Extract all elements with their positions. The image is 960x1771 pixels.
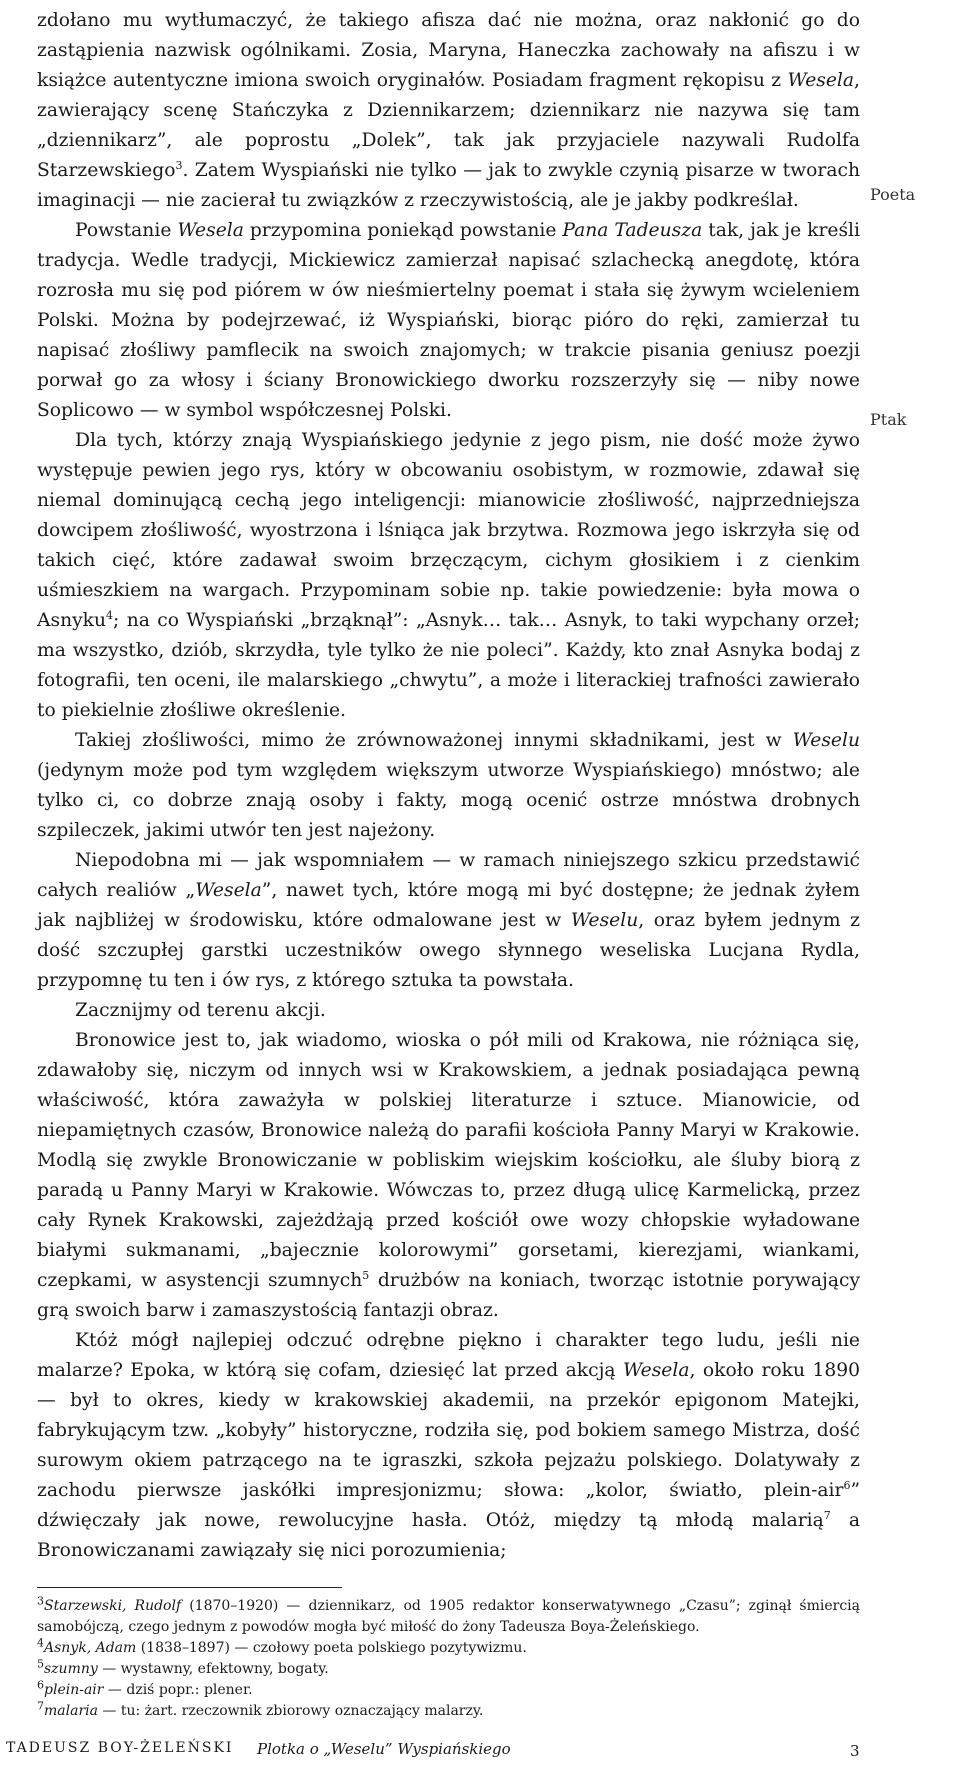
text-run: , oraz byłem jednym z dość szczupłej garstki uczestników owego słynnego weseliska Lucjana Rydla, przypomnę tu ten i ów rys, z którego sztuka ta powstała. — [37, 910, 860, 991]
text-run: (jedynym może pod tym względem większym utworze Wyspiańskiego) mnóstwo; ale tylko ci, co dobrze znają osoby i fakty, mogą ocenić ostrze mnóstwa drobnych szpileczek, jakimi utwór ten jest najeżony. — [37, 760, 860, 841]
footnote-number: 4 — [37, 1636, 44, 1650]
footnote-ref: 3 — [175, 158, 183, 172]
paragraph — [37, 216, 860, 426]
text-run: (1870–1920) — dziennikarz, od 1905 redaktor konserwatywnego „Czasu”; zginął śmiercią samobójczą, czego jednym z powodów mogła być miłość do żony Tadeusza Boya-Żeleńskiego. — [37, 1598, 860, 1635]
page-footer — [0, 1740, 960, 1764]
paragraph — [37, 996, 860, 1026]
text-run: . Zatem Wyspiański nie tylko — jak to zwykle czynią pisarze w tworach imaginacji — nie zacierał tu związków z rzeczywistością, ale je jakby podkreślał. — [37, 160, 860, 211]
text-run: drużbów na koniach, tworząc istotnie porywający grą swoich barw i zamaszystością fantazji obraz. — [37, 1270, 860, 1321]
text-run: — wystawny, efektowny, bogaty. — [97, 1661, 329, 1677]
italic-text: malaria — [44, 1703, 98, 1719]
footnotes — [37, 1596, 860, 1722]
text-run: Niepodobna mi — jak wspomniałem — w ramach niniejszego szkicu przedstawić całych realiów „ — [37, 850, 860, 901]
paragraph — [37, 6, 860, 216]
italic-text: Starzewski, Rudolf — [44, 1598, 182, 1614]
text-run: Zacznijmy od terenu akcji. — [75, 1000, 326, 1021]
text-run: — dziś popr.: plener. — [103, 1682, 253, 1698]
italic-text: Weselu — [570, 910, 639, 931]
text-run: , zawierający scenę Stańczyka z Dziennikarzem; dziennikarz nie nazywa się tam „dziennikarz”, ale poprostu „Dolek”, tak jak przyjaciele nazywali Rudolfa Starzewskiego — [37, 70, 860, 181]
text-run: ”, nawet tych, które mogą mi być dostępne; że jednak żyłem jak najbliżej w środowisku, które odmalowane jest w — [37, 880, 861, 931]
italic-text: Wesela — [787, 70, 855, 91]
text-run: Takiej złośliwości, mimo że zrównoważonej innymi składnikami, jest w — [75, 730, 793, 751]
text-run: , około roku 1890 — był to okres, kiedy w krakowskiej akademii, na przekór epigonom Matejki, fabrykującym tzw. „kobyły” historyczne, rodziła się, pod bokiem samego Mistrza, dość surowym okiem patrzącego na te igraszki, szkoła pejzażu polskiego. Dolatywały z zachodu pierwsze jaskółki impresjonizmu; słowa: „kolor, światło, plein-air — [37, 1360, 860, 1501]
text-run: ” dźwięczały jak nowe, rewolucyjne hasła. Otóż, między tą młodą malarią — [37, 1480, 860, 1531]
text-run: Dla tych, którzy znają Wyspiańskiego jedynie z jego pism, nie dość może żywo występuje pewien jego rys, który w obcowaniu osobistym, w rozmowie, zdawał się niemal dominującą cechą jego inteligencji: mianowicie złośliwość, najprzedniejsza dowcipem złośliwość, wyostrzona i lśniąca jak brzytwa. Rozmowa jego iskrzyła się od takich cięć, które zadawał swoim brzęczącym, cichym głosikiem i z cienkim uśmieszkiem na wargach. Przypominam sobie np. takie powiedzenie: była mowa o Asnyku — [37, 430, 860, 631]
italic-text: plein-air — [44, 1682, 104, 1698]
footnote — [37, 1701, 860, 1722]
paragraph — [37, 1026, 860, 1326]
text-run: (1838–1897) — czołowy poeta polskiego pozytywizmu. — [136, 1640, 527, 1656]
italic-text: Weselu — [792, 730, 860, 751]
footnote-ref: 7 — [823, 1508, 831, 1522]
footnote — [37, 1596, 860, 1638]
paragraph — [37, 846, 860, 996]
paragraph — [37, 726, 860, 846]
italic-text: Wesela — [177, 220, 244, 241]
footnote-divider — [37, 1587, 342, 1588]
italic-text: szumny — [44, 1661, 98, 1677]
text-run: a Bronowiczanami zawiązały się nici porozumienia; — [37, 1510, 860, 1561]
margin-note-poeta: Poeta — [870, 185, 916, 204]
text-run: Bronowice jest to, jak wiadomo, wioska o pół mili od Krakowa, nie różniąca się, zdawałoby się, niczym od innych wsi w Krakowskiem, a jednak posiadająca pewną właściwość, która zaważyła w polskiej literaturze i sztuce. Mianowicie, od niepamiętnych czasów, Bronowice należą do parafii kościoła Panny Maryi w Krakowie. Modlą się zwykle Bronowiczanie w pobliskim wiejskim kościołku, ale śluby biorą z paradą u Panny Maryi w Krakowie. Wówczas to, przez długą ulicę Karmelicką, przez cały Rynek Krakowski, zajeżdżają przed kościół owe wozy chłopskie wyładowane białymi sukmanami, „bajecznie kolorowymi” gorsetami, kierezjami, wiankami, czepkami, w asystencji szumnych — [37, 1030, 860, 1291]
italic-text: Asnyk, Adam — [44, 1640, 137, 1656]
footer-author: TADEUSZ BOY-ŻELEŃSKI — [6, 1740, 234, 1756]
footnote — [37, 1638, 860, 1659]
text-run: Powstanie — [75, 220, 178, 241]
italic-text: Wesela — [195, 880, 262, 901]
text-run: — tu: żart. rzeczownik zbiorowy oznaczający malarzy. — [97, 1703, 484, 1719]
footnote-number: 5 — [37, 1657, 44, 1671]
text-run: przypomina poniekąd powstanie — [243, 220, 563, 241]
main-text — [37, 6, 860, 1566]
footnote-number: 3 — [37, 1594, 44, 1608]
paragraph — [37, 426, 860, 726]
footnote — [37, 1659, 860, 1680]
margin-note-ptak: Ptak — [870, 410, 907, 429]
paragraph — [37, 1326, 860, 1566]
italic-text: Pana Tadeusza — [562, 220, 703, 241]
footnote — [37, 1680, 860, 1701]
text-run: Któż mógł najlepiej odczuć odrębne piękno i charakter tego ludu, jeśli nie malarze? Epoka, w którą się cofam, dziesięć lat przed akcją — [37, 1330, 860, 1381]
footnote-ref: 6 — [843, 1478, 851, 1492]
page-number: 3 — [850, 1742, 860, 1760]
text-run: zdołano mu wytłumaczyć, że takiego afisza dać nie można, oraz nakłonić go do zastąpienia nazwisk ogólnikami. Zosia, Maryna, Haneczka zachowały na afiszu i w książce autentyczne imiona swoich oryginałów. Posiadam fragment rękopisu z — [37, 10, 860, 91]
footnote-number: 6 — [37, 1678, 44, 1692]
italic-text: Wesela — [622, 1360, 690, 1381]
text-run: tak, jak je kreśli tradycja. Wedle tradycji, Mickiewicz zamierzał napisać szlachecką anegdotę, która rozrosła mu się pod piórem w ów nieśmiertelny poemat i stała się żywym wcieleniem Polski. Można by podejrzewać, iż Wyspiański, biorąc pióro do ręki, zamierzał tu napisać złośliwy pamflecik na swoich znajomych; w trakcie pisania geniusz poezji porwał go za włosy i ściany Bronowickiego dworku rozszerzyły się — niby nowe Soplicowo — w symbol współczesnej Polski. — [37, 220, 860, 421]
footnote-number: 7 — [37, 1699, 44, 1713]
text-run: ; na co Wyspiański „brząknął”: „Asnyk… tak… Asnyk, to taki wypchany orzeł; ma wszystko, dziób, skrzydła, tyle tylko że nie poleci”. Każdy, kto znał Asnyka bodaj z fotografii, ten oceni, ile malarskiego „chwytu”, a może i literackiej trafności zawierało to piekielnie złośliwe określenie. — [37, 610, 860, 721]
footer-title: Plotka o „Weselu” Wyspiańskiego — [257, 1740, 511, 1758]
footnote-ref: 5 — [362, 1268, 370, 1282]
footnote-ref: 4 — [106, 608, 114, 622]
